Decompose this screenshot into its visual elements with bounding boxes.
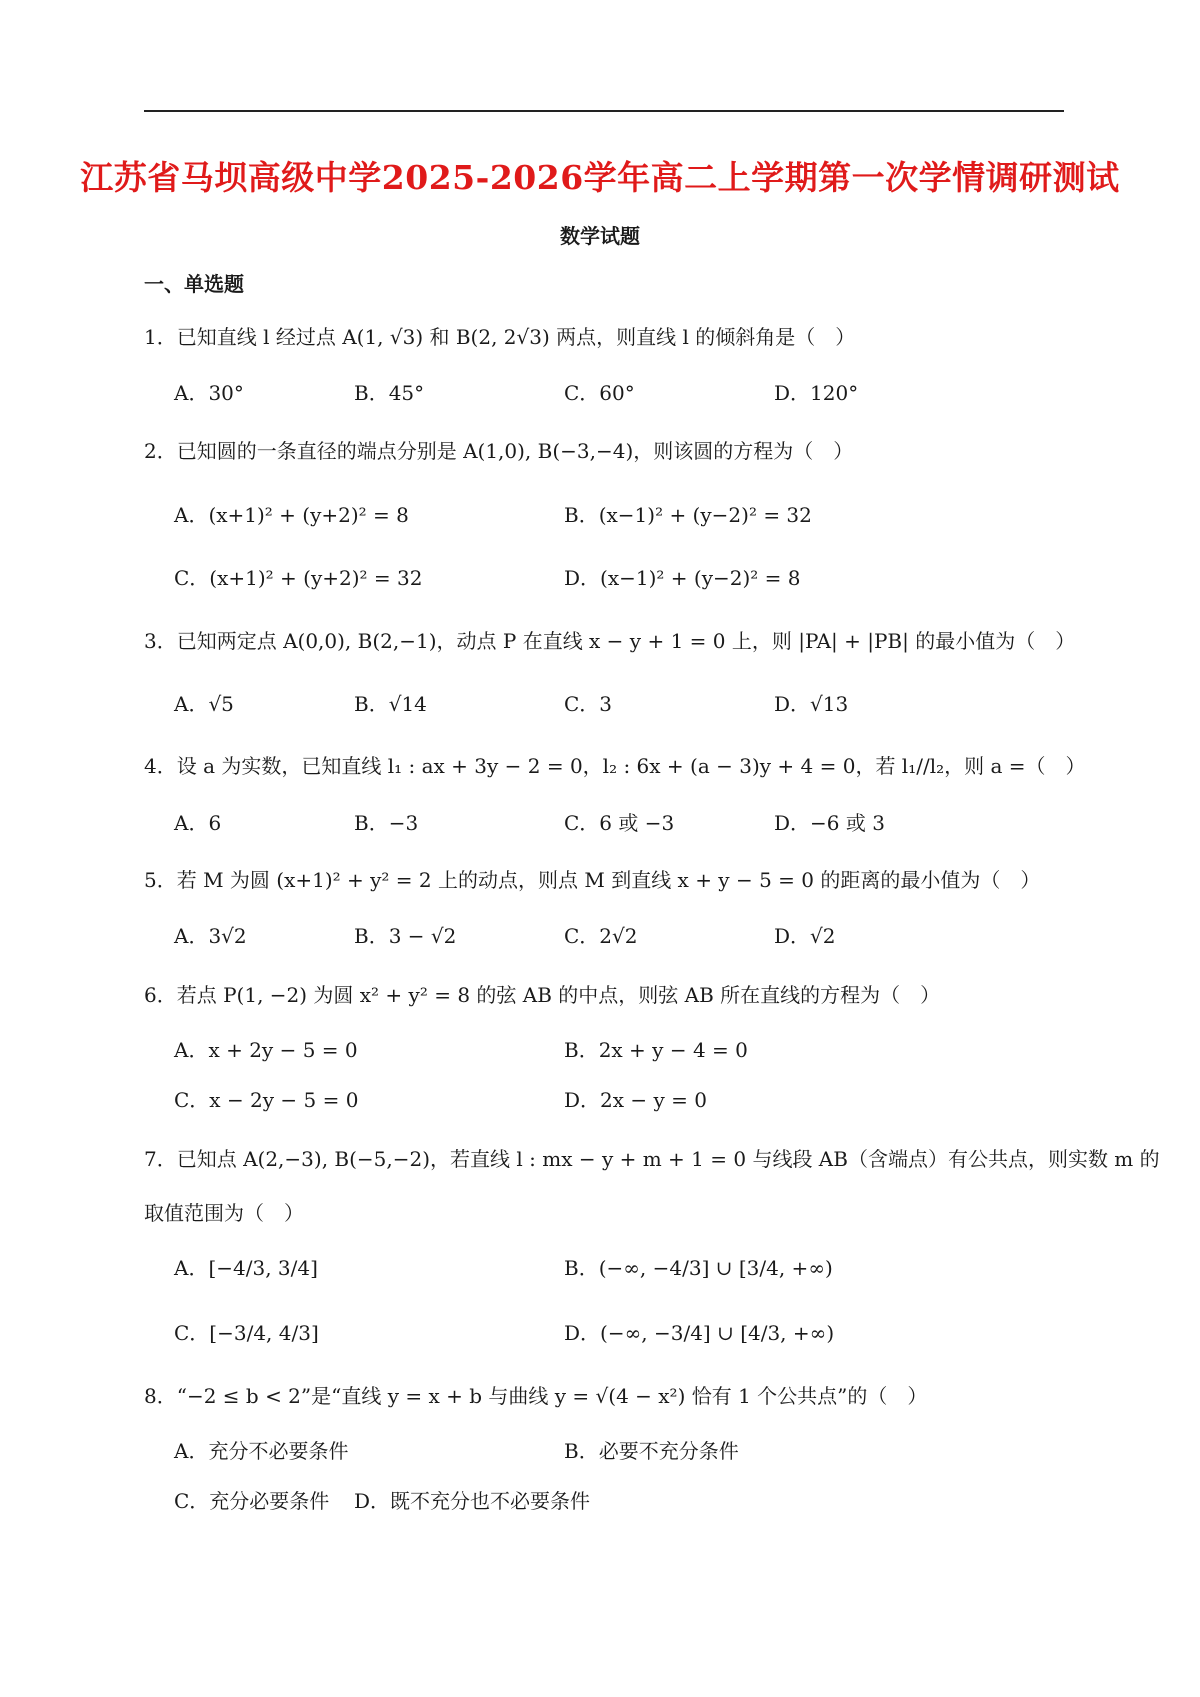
question-6-option-b: B．2x + y − 4 = 0: [564, 1038, 748, 1062]
question-4-option-b: B．−3: [354, 811, 419, 835]
question-5-option-c: C．2√2: [564, 924, 638, 948]
question-8-option-a: A．充分不必要条件: [174, 1439, 349, 1463]
question-3-option-a: A．√5: [174, 692, 234, 716]
question-6-option-d: D．2x − y = 0: [564, 1088, 708, 1112]
question-8-option-d: D．既不充分也不必要条件: [354, 1489, 591, 1513]
question-8-stem: 8．“−2 ≤ b < 2”是“直线 y = x + b 与曲线 y = √(4 − x²) 恰有 1 个公共点”的（ ）: [144, 1384, 928, 1408]
question-1-option-a: A．30°: [174, 381, 244, 405]
question-6-option-c: C．x − 2y − 5 = 0: [174, 1088, 359, 1112]
question-3-stem: 3．已知两定点 A(0,0), B(2,−1)，动点 P 在直线 x − y + 1 = 0 上，则 |PA| + |PB| 的最小值为（ ）: [144, 629, 1076, 653]
question-1-option-c: C．60°: [564, 381, 635, 405]
question-4-option-a: A．6: [174, 811, 222, 835]
question-3-option-d: D．√13: [774, 692, 849, 716]
question-7-option-c: C．[−3/4, 4/3]: [174, 1321, 319, 1345]
question-2-option-b: B．(x−1)² + (y−2)² = 32: [564, 503, 812, 527]
question-8-option-c: C．充分必要条件: [174, 1489, 330, 1513]
question-6-option-a: A．x + 2y − 5 = 0: [174, 1038, 358, 1062]
question-3-option-b: B．√14: [354, 692, 427, 716]
question-5-option-d: D．√2: [774, 924, 836, 948]
question-7-stem: 7．已知点 A(2,−3), B(−5,−2)，若直线 l : mx − y + m + 1 = 0 与线段 AB（含端点）有公共点，则实数 m 的: [144, 1147, 1160, 1171]
question-5-stem: 5．若 M 为圆 (x+1)² + y² = 2 上的动点，则点 M 到直线 x + y − 5 = 0 的距离的最小值为（ ）: [144, 868, 1041, 892]
section-heading: 一、单选题: [144, 272, 244, 296]
header-rule: [144, 110, 1064, 112]
question-1-option-b: B．45°: [354, 381, 425, 405]
question-5-option-a: A．3√2: [174, 924, 247, 948]
question-1-option-d: D．120°: [774, 381, 859, 405]
question-2-option-a: A．(x+1)² + (y+2)² = 8: [174, 503, 409, 527]
question-4-option-d: D．−6 或 3: [774, 811, 885, 835]
question-8-option-b: B．必要不充分条件: [564, 1439, 739, 1463]
question-1-stem: 1．已知直线 l 经过点 A(1, √3) 和 B(2, 2√3) 两点，则直线 l 的倾斜角是（ ）: [144, 325, 856, 349]
question-2-stem: 2．已知圆的一条直径的端点分别是 A(1,0), B(−3,−4)，则该圆的方程为（ ）: [144, 439, 854, 463]
question-7-option-b: B．(−∞, −4/3] ∪ [3/4, +∞): [564, 1256, 833, 1280]
page-title: 江苏省马坝高级中学2025-2026学年高二上学期第一次学情调研测试: [80, 158, 1120, 197]
question-2-option-c: C．(x+1)² + (y+2)² = 32: [174, 566, 423, 590]
question-6-stem: 6．若点 P(1, −2) 为圆 x² + y² = 8 的弦 AB 的中点，则弦 AB 所在直线的方程为（ ）: [144, 983, 941, 1007]
question-5-option-b: B．3 − √2: [354, 924, 457, 948]
question-7-option-a: A．[−4/3, 3/4]: [174, 1256, 318, 1280]
question-7-stem-continued: 取值范围为（ ）: [144, 1201, 304, 1225]
page-subtitle: 数学试题: [560, 224, 640, 248]
question-7-option-d: D．(−∞, −3/4] ∪ [4/3, +∞): [564, 1321, 835, 1345]
question-2-option-d: D．(x−1)² + (y−2)² = 8: [564, 566, 801, 590]
question-4-stem: 4．设 a 为实数，已知直线 l₁ : ax + 3y − 2 = 0，l₂ : 6x + (a − 3)y + 4 = 0，若 l₁//l₂，则 a =（ ）: [144, 754, 1086, 778]
question-3-option-c: C．3: [564, 692, 613, 716]
question-4-option-c: C．6 或 −3: [564, 811, 675, 835]
